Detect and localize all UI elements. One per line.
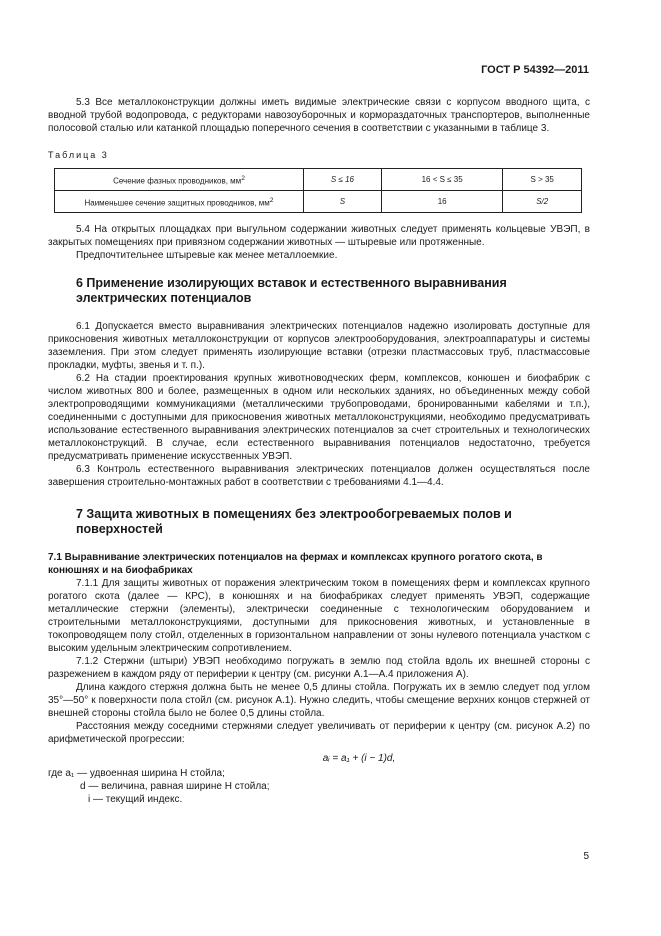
paragraph-6-3: 6.3 Контроль естественного выравнивания электрических потенциалов должен осуществляться после завершения строительно-монтажных работ в соответствии с требованиями 4.1—4.4.: [48, 464, 590, 488]
table-cell: S ≤ 16: [304, 169, 382, 191]
paragraph-7-1-2: 7.1.2 Стержни (штыри) УВЭП необходимо погружать в землю под стойла вдоль их внешней стороны с разрежением в каждом ряду от периферии к центру (см. рисунки А.1—А.4 приложения А).: [48, 656, 590, 680]
paragraph-6-2: 6.2 На стадии проектирования крупных животноводческих ферм, комплексов, конюшен и биофабрик с числом животных 800 и более, размещенных в одном или нескольких зданиях, но объединенных между собой электропроводящими коммуникациями (металлическими трубопроводами, бронированными кабелями и т.п.), соединенными с доступными для прикосновения животных металлоконструкциями, необходимо предусматривать использование естественного выравнивания электрических потенциалов за счет строительных и технологических металлоконструкций. В случае, если естественного выравнивания потенциалов недостаточно, требуется предусматривать применение искусственных УВЭП.: [48, 373, 590, 462]
table-cell-label: Наименьшее сечение защитных проводников, $мм^2$: [55, 191, 304, 213]
section-heading-6: 6 Применение изолирующих вставок и естественного выравнивания электрических потенциалов: [76, 276, 507, 305]
table-cell: 16: [381, 191, 503, 213]
table-3: [54, 168, 582, 213]
page-number: 5: [583, 851, 589, 862]
paragraph-5-4-note: Предпочтительнее штыревые как менее металлоемкие.: [76, 250, 338, 261]
paragraph-6-1: 6.1 Допускается вместо выравнивания электрических потенциалов надежно изолировать доступные для прикосновения животных металлоконструкции от корпусов электрооборудования, электроаппаратуры и системы заземления. При этом следует применять изолирующие вставки (отрезки пластмассовых труб, пластмассовые прокладки, муфты, звенья и т. п.).: [48, 321, 590, 371]
paragraph-7-1-2-length: Длина каждого стержня должна быть не менее 0,5 длины стойла. Погружать их в землю следует под углом 35°—50° к поверхности пола стойл (см. рисунок А.1). Нужно следить, чтобы смещение верхних концов стержней от внешней стороны стойла было не более 0,5 длины стойла.: [48, 682, 590, 719]
table-cell: S: [304, 191, 382, 213]
where-line-3: i — текущий индекс.: [88, 794, 183, 805]
table-row: [55, 169, 582, 191]
paragraph-5-4: 5.4 На открытых площадках при выгульном содержании животных следует применять кольцевые УВЭП, в закрытых помещениях при привязном содержании животных — штыревые или протяженные.: [48, 224, 590, 248]
table-cell: S/2: [503, 191, 582, 213]
table-row: [55, 191, 582, 213]
table-caption: Таблица 3: [48, 150, 109, 160]
page-content: [48, 96, 590, 806]
paragraph-7-1-1: 7.1.1 Для защиты животных от поражения электрическим током в помещениях ферм и комплексах крупного рогатого скота (далее — КРС), в конюшнях и на биофабриках следует применять УВЭП, содержащие металлические стержни (элементы), электрически соединенные с технологическим оборудованием и строительными металлоконструкциями, доступными для прикосновения животных, и установленные в токопроводящем полу стойл, отделенных в горизонтальном направлении от зоны нулевого потенциала участком с высоким удельным электрическим сопротивлением.: [48, 578, 590, 654]
paragraph-7-1-2-distance: Расстояния между соседними стержнями следует увеличивать от периферии к центру (см. рисунок А.2) по арифметической прогрессии:: [48, 721, 590, 745]
section-heading-7: 7 Защита животных в помещениях без электрообогреваемых полов и поверхностей: [76, 507, 512, 536]
formula: aᵢ = a₁ + (i − 1)d,: [322, 753, 396, 764]
table-cell-label: Сечение фазных проводников, $мм^2$: [55, 169, 304, 191]
table-cell: S > 35: [503, 169, 582, 191]
subsection-heading-7-1: 7.1 Выравнивание электрических потенциалов на фермах и комплексах крупного рогатого скота, в конюшнях и на биофабриках: [48, 552, 543, 576]
where-line-1: где a₁ — удвоенная ширина Н стойла;: [48, 768, 225, 779]
where-line-2: d — величина, равная ширине Н стойла;: [80, 781, 270, 792]
table-cell: 16 < S ≤ 35: [381, 169, 503, 191]
document-header: ГОСТ Р 54392—2011: [481, 64, 589, 76]
paragraph-5-3: 5.3 Все металлоконструкции должны иметь видимые электрические связи с корпусом вводного щита, с вводной трубой водопровода, с редукторами навозоуборочных и кормораздаточных транспортеров, выполненные полосовой сталью или катанкой площадью поперечного сечения в соответствии с указанными в таблице 3.: [48, 97, 590, 134]
